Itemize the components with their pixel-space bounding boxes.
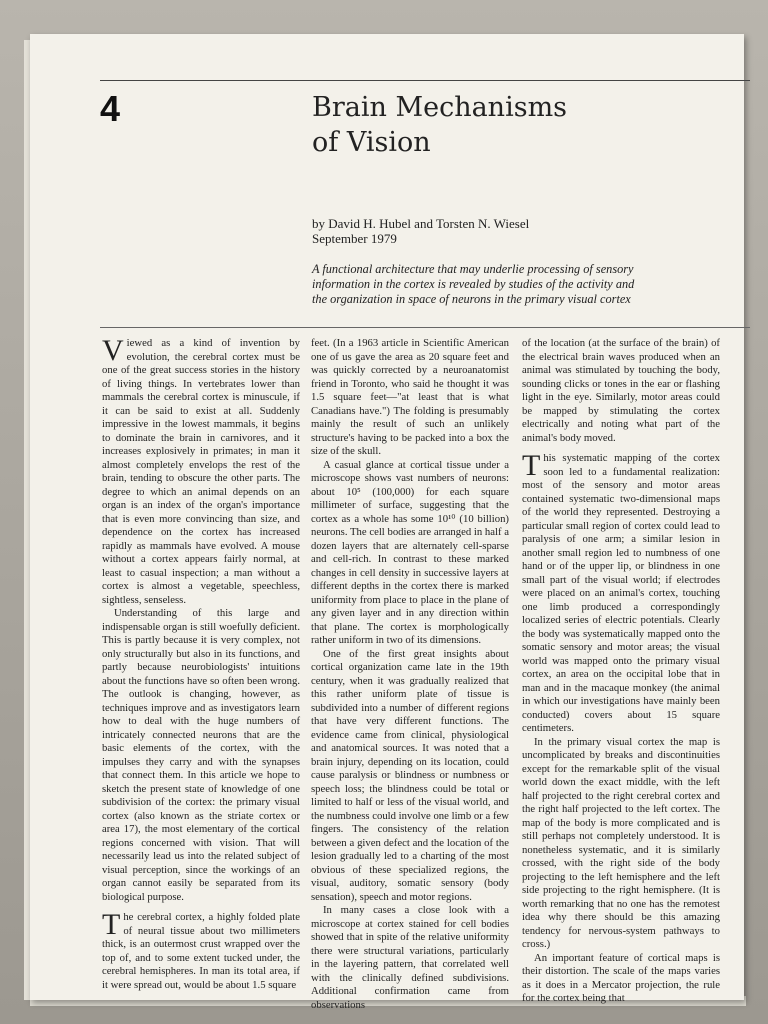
paragraph: A casual glance at cortical tissue under a microscope shows vast numbers of neurons: about 10⁵ (100,000) for each square millimeter of surface, suggesting that the cortex as a whole has some 10¹⁰ (10 billion) neurons. The cell bodies are arranged in half a dozen layers that are alternately cell-sparse and cell-rich. In contrast to these marked changes in cell density in successive layers at different depths in the cortex there is marked uniformity from place to place in the plane of any given layer and in any direction within that plane. The cortex is morphologically rather uniform in two of its dimensions. bbox=[311, 458, 509, 646]
byline: by David H. Hubel and Torsten N. Wiesel bbox=[312, 216, 530, 231]
drop-cap: T bbox=[102, 908, 121, 941]
paragraph: feet. (In a 1963 article in Scientific American one of us gave the area as 20 square feet and was quickly corrected by a neuroanatomist friend in Toronto, who said he thought it was 1.5 square feet—"at least that is what Canadians have.") The folding is presumably mainly the result of such an unlikely structure's having to be packed into a box the size of the skull. bbox=[311, 337, 509, 457]
paragraph: An important feature of cortical maps is their distortion. The scale of the maps varies as it does in a Mercator projection, the rule for the cortex being that bbox=[522, 951, 720, 1004]
byline-block bbox=[312, 216, 529, 246]
publication-date: September 1979 bbox=[312, 231, 397, 246]
paragraph: One of the first great insights about cortical organization came late in the 19th century, when it was gradually realized that this rather uniform plate of tissue is subdivided into a number of different regions that have very different functions. The evidence came from clinical, physiological and anatomical sources. It was noted that a brain injury, depending on its location, could cause paralysis or blindness or numbness or speech loss; the blindness could be total or limited to half or less of the visual world, and the numbness could involve one limb or a few fingers. The consistency of the relation between a given defect and the location of the lesion gradually led to a charting of the most obvious of these specialized regions, the visual, auditory, somatic sensory (body sensation), speech and motor regions. bbox=[311, 647, 509, 903]
paragraph: In the primary visual cortex the map is uncomplicated by breaks and discontinuities except for the remarkable split of the visual world down the exact middle, with the left half projected to the right cerebral cortex and the right half projected to the left cortex. The map of the body is more complicated and is still perhaps not completely understood. It is nonetheless systematic, and it is similarly crossed, with the right side of the body projecting to the left hemisphere and the left side projecting to the right hemisphere. (It is worth remarking that no one has the remotest idea why there should be this amazing tendency for nervous-system pathways to cross.) bbox=[522, 735, 720, 950]
article-title bbox=[312, 90, 567, 160]
drop-cap: V bbox=[102, 334, 124, 367]
paragraph: In many cases a close look with a microscope at cortex stained for cell bodies showed that in spite of the relative uniformity there were structural variations, particularly in the layering pattern, that correlated well with the clinically defined subdivisions. Additional confirmation came from observations bbox=[311, 904, 509, 1011]
text-column-1 bbox=[102, 334, 300, 992]
text-column-3 bbox=[522, 337, 720, 1006]
paragraph: Viewed as a kind of invention by evolution, the cerebral cortex must be one of the great success stories in the history of living things. In vertebrates lower than mammals the cerebral cortex is minuscule, if it can be said to exist at all. Suddenly impressive in the lowest mammals, it begins to dominate the brain in carnivores, and it increases explosively in primates; in man it almost completely envelops the rest of the brain, tending to obscure the other parts. The degree to which an animal depends on an organ is an index of the organ's importance that is even more convincing than size, and dependence on the cortex has increased rapidly as mammals have evolved. A mouse without a cortex appears fairly normal, at least to casual inspection; a man without a cortex is almost a vegetable, speechless, sightless, senseless. bbox=[102, 334, 300, 606]
page bbox=[30, 34, 744, 1011]
drop-cap: T bbox=[522, 449, 541, 482]
title-line-2: of Vision bbox=[312, 127, 431, 158]
text-column-2 bbox=[311, 337, 509, 1012]
abstract-rule bbox=[100, 327, 750, 328]
header-rule bbox=[100, 80, 750, 81]
paragraph: The cerebral cortex, a highly folded plate of neural tissue about two millimeters thick, is an outermost crust wrapped over the top of, and to some extent tucked under, the cerebral hemispheres. In man its total area, if it were spread out, would be about 1.5 square bbox=[102, 908, 300, 991]
chapter-number: 4 bbox=[100, 88, 121, 129]
paragraph: This systematic mapping of the cortex soon led to a fundamental realization: most of the sensory and motor areas contained systematic two-dimensional maps of the world they represented. Destroying a particular small region of cortex could lead to paralysis of one arm; a similar lesion in another small region led to numbness of one hand or of the upper lip, or blindness in one small part of the visual world; if electrodes were placed on an animal's cortex, touching one limb produced a correspondingly localized series of electric potentials. Clearly the body was systematically mapped onto the somatic sensory and motor areas; the visual world was mapped onto the primary visual cortex, an area on the occipital lobe that in man and in the macaque monkey (the animal in which our investigations have mainly been conducted) covers about 15 square centimeters. bbox=[522, 449, 720, 734]
paragraph: Understanding of this large and indispensable organ is still woefully deficient. This is partly because it is very complex, not only structurally but also in its functions, and partly because neurobiologists' intuitions about the functions have so often been wrong. The outlook is changing, however, as techniques improve and as investigators learn how to deal with the huge numbers of intricately connected neurons that are the basic elements of the cortex, with the impulses they carry and with the synapses that connect them. In this article we hope to sketch the present state of knowledge of one subdivision of the cortex: the primary visual cortex (also known as the striate cortex or area 17), the most elementary of the cortical regions concerned with vision. That will necessarily lead us into the related subject of visual perception, since the workings of an organ cannot easily be separated from its biological purpose. bbox=[102, 607, 300, 903]
abstract: A functional architecture that may underlie processing of sensory information in the cortex is revealed by studies of the activity and the organization in space of neurons in the primary visual cortex bbox=[312, 262, 635, 306]
title-line-1: Brain Mechanisms bbox=[312, 92, 568, 123]
paragraph: of the location (at the surface of the brain) of the electrical brain waves produced when an animal was stimulated by touching the body, sounding clicks or tones in the ear or flashing light in the eye. Similarly, motor areas could be mapped by stimulating the cortex electrically and noting what part of the animal's body moved. bbox=[522, 337, 720, 444]
